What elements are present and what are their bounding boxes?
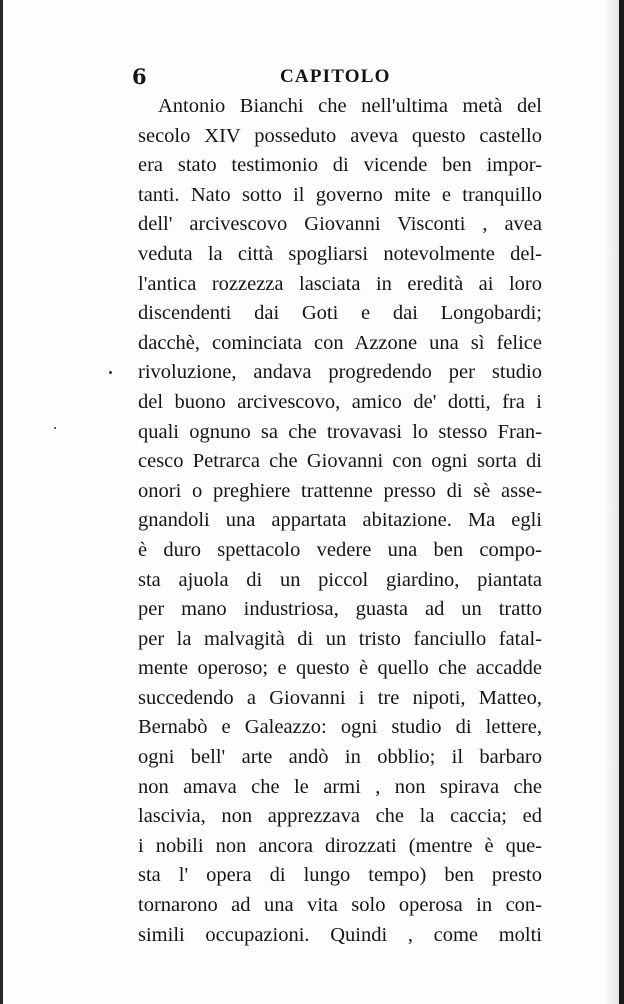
text-line: ogni bell' arte andò in obblio; il barbaro — [138, 746, 542, 769]
page-number: 6 — [132, 64, 147, 89]
text-line: per mano industriosa, guasta ad un tratto — [138, 598, 542, 621]
text-line: discendenti dai Goti e dai Longobardi; — [138, 302, 542, 325]
text-line: del buono arcivescovo, amico de' dotti, fra i — [138, 390, 542, 413]
ink-speck — [109, 371, 112, 374]
text-line: Bernabò e Galeazzo: ogni studio di lettere, — [138, 716, 542, 739]
text-line: l'antica rozzezza lasciata in eredità ai loro — [138, 272, 542, 295]
text-line: dacchè, cominciata con Azzone una sì felice — [138, 331, 542, 354]
text-line: era stato testimonio di vicende ben impor- — [138, 154, 542, 177]
text-line: onori o preghiere trattenne presso di sè asse- — [138, 479, 542, 502]
text-line: tanti. Nato sotto il governo mite e tranquillo — [138, 183, 542, 206]
text-line: simili occupazioni. Quindi , come molti — [138, 923, 542, 946]
text-line: Antonio Bianchi che nell'ultima metà del — [158, 95, 542, 117]
text-line: sta l' opera di lungo tempo) ben presto — [138, 864, 542, 887]
page-header — [132, 64, 544, 92]
text-line: secolo XIV posseduto aveva questo castello — [138, 124, 542, 147]
text-line: quali ognuno sa che trovavasi lo stesso Fran- — [138, 420, 542, 443]
text-line: succedendo a Giovanni i tre nipoti, Matteo, — [138, 686, 542, 709]
text-line: rivoluzione, andava progredendo per studio — [138, 361, 542, 384]
text-line: cesco Petrarca che Giovanni con ogni sorta di — [138, 450, 542, 473]
text-line: non amava che le armi , non spirava che — [138, 775, 542, 798]
text-line: lascivia, non apprezzava che la caccia; ed — [138, 805, 542, 828]
running-head: CAPITOLO — [280, 66, 391, 87]
page-gutter-shadow — [605, 0, 619, 1004]
scan-edge-right — [619, 0, 624, 1004]
text-line: per la malvagità di un tristo fanciullo fatal- — [138, 627, 542, 650]
text-line: sta ajuola di un piccol giardino, piantata — [138, 568, 542, 591]
text-line: gnandoli una appartata abitazione. Ma egli — [138, 509, 542, 532]
ink-speck — [54, 427, 56, 429]
text-line: mente operoso; e questo è quello che accadde — [138, 657, 542, 680]
text-line: i nobili non ancora dirozzati (mentre è que- — [138, 834, 542, 857]
body-text — [138, 92, 542, 950]
text-line: è duro spettacolo vedere una ben compo- — [138, 538, 542, 561]
text-line: veduta la città spogliarsi notevolmente del- — [138, 242, 542, 265]
text-line: tornarono ad una vita solo operosa in con- — [138, 894, 542, 917]
text-line: dell' arcivescovo Giovanni Visconti , avea — [138, 213, 542, 236]
scan-edge-left — [0, 0, 3, 1004]
